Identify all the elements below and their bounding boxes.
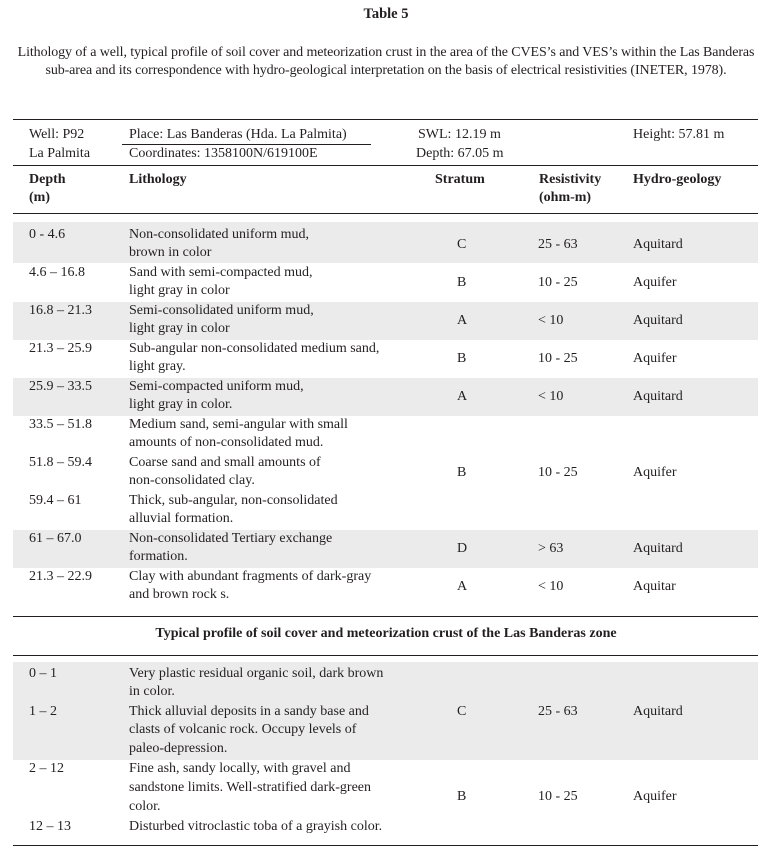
header-depth: Depth (29, 172, 66, 187)
well-place: Place: Las Banderas (Hda. La Palmita) (129, 127, 347, 142)
depth-cell: 0 - 4.6 (29, 227, 66, 242)
resistivity-cell: 10 - 25 (538, 789, 578, 804)
hydrogeology-cell: Aquitard (633, 389, 683, 404)
resistivity-cell: 10 - 25 (538, 351, 578, 366)
lithology-cell: brown in color (129, 245, 212, 260)
lithology-cell: Sand with semi-compacted mud, (129, 265, 313, 280)
stratum-cell: A (457, 313, 468, 328)
header-depth-unit: (m) (29, 190, 50, 205)
header-resistivity: Resistivity (539, 172, 602, 187)
depth-cell: 61 – 67.0 (29, 531, 82, 546)
section-rule (13, 616, 758, 617)
header-rule (13, 213, 758, 214)
lithology-cell: clasts of volcanic rock. Occupy levels of (129, 722, 357, 737)
lithology-cell: paleo-depression. (129, 741, 228, 756)
bottom-rule (13, 845, 758, 846)
depth-cell: 21.3 – 22.9 (29, 569, 92, 584)
depth-cell: 21.3 – 25.9 (29, 341, 92, 356)
lithology-cell: Disturbed vitroclastic toba of a grayish color. (129, 819, 383, 834)
lithology-cell: Medium sand, semi-angular with small (129, 417, 348, 432)
resistivity-cell: 10 - 25 (538, 275, 578, 290)
section-heading-rule (13, 655, 758, 656)
lithology-cell: sandstone limits. Well-stratified dark-green (129, 780, 371, 795)
well-coordinates: Coordinates: 1358100N/619100E (129, 146, 318, 161)
stratum-cell: D (457, 541, 468, 556)
resistivity-cell: < 10 (538, 389, 564, 404)
hydrogeology-cell: Aquitar (633, 579, 676, 594)
lithology-cell: Very plastic residual organic soil, dark brown (129, 666, 384, 681)
lithology-cell: light gray in color (129, 283, 230, 298)
depth-cell: 25.9 – 33.5 (29, 379, 92, 394)
header-resistivity-unit: (ohm-m) (539, 190, 592, 205)
resistivity-cell: 10 - 25 (538, 465, 578, 480)
lithology-cell: Thick alluvial deposits in a sandy base and (129, 704, 369, 719)
hydrogeology-cell: Aquifer (633, 275, 677, 290)
lithology-cell: Coarse sand and small amounts of (129, 455, 321, 470)
lithology-cell: Non-consolidated Tertiary exchange (129, 531, 333, 546)
hydrogeology-cell: Aquifer (633, 465, 677, 480)
well-depth: Depth: 67.05 m (416, 146, 504, 161)
stratum-cell: B (457, 275, 467, 290)
depth-cell: 59.4 – 61 (29, 493, 82, 508)
depth-cell: 51.8 – 59.4 (29, 455, 92, 470)
stratum-cell: B (457, 789, 467, 804)
header-lithology: Lithology (129, 172, 187, 187)
lithology-cell: light gray. (129, 359, 186, 374)
hydrogeology-cell: Aquifer (633, 351, 677, 366)
lithology-cell: formation. (129, 549, 188, 564)
resistivity-cell: > 63 (538, 541, 564, 556)
hydrogeology-cell: Aquitard (633, 704, 683, 719)
stratum-cell: C (457, 704, 467, 719)
lithology-cell: light gray in color (129, 321, 230, 336)
lithology-cell: alluvial formation. (129, 511, 234, 526)
resistivity-cell: < 10 (538, 579, 564, 594)
table-caption: Lithology of a well, typical profile of soil cover and meteorization crust in the area of the CVES’s and VES’s within the Las Banderas sub-area and its correspondence with hydro-geological interpretation on the basis of electrical resistivities (INETER, 1978). (17, 45, 755, 78)
lithology-cell: non-consolidated clay. (129, 473, 255, 488)
hydrogeology-cell: Aquifer (633, 789, 677, 804)
lithology-cell: and brown rock s. (129, 587, 230, 602)
stratum-cell: A (457, 389, 468, 404)
depth-cell: 0 – 1 (29, 666, 57, 681)
top-rule (13, 119, 758, 120)
stratum-cell: B (457, 351, 467, 366)
lithology-cell: Sub-angular non-consolidated medium sand, (129, 341, 380, 356)
resistivity-cell: 25 - 63 (538, 704, 578, 719)
header-hydrogeology: Hydro-geology (633, 172, 722, 187)
lithology-cell: Clay with abundant fragments of dark-gray (129, 569, 372, 584)
well-location-name: La Palmita (29, 146, 91, 161)
table-title: Table 5 (363, 6, 409, 22)
lithology-cell: light gray in color. (129, 397, 233, 412)
hydrogeology-cell: Aquitard (633, 541, 683, 556)
well-id: Well: P92 (29, 127, 85, 142)
section-heading: Typical profile of soil cover and meteorization crust of the Las Banderas zone (155, 626, 617, 641)
lithology-cell: Semi-compacted uniform mud, (129, 379, 304, 394)
resistivity-cell: < 10 (538, 313, 564, 328)
lithology-cell: Semi-consolidated uniform mud, (129, 303, 314, 318)
hydrogeology-cell: Aquitard (633, 237, 683, 252)
stratum-cell: C (457, 237, 467, 252)
depth-cell: 1 – 2 (29, 704, 57, 719)
info-rule (13, 165, 758, 166)
depth-cell: 2 – 12 (29, 761, 64, 776)
lithology-cell: Fine ash, sandy locally, with gravel and (129, 761, 351, 776)
stratum-cell: A (457, 579, 468, 594)
well-height: Height: 57.81 m (633, 127, 725, 142)
lithology-cell: Thick, sub-angular, non-consolidated (129, 493, 338, 508)
hydrogeology-cell: Aquitard (633, 313, 683, 328)
lithology-cell: color. (129, 799, 161, 814)
lithology-cell: amounts of non-consolidated mud. (129, 435, 324, 450)
depth-cell: 12 – 13 (29, 819, 71, 834)
depth-cell: 16.8 – 21.3 (29, 303, 92, 318)
well-swl: SWL: 12.19 m (418, 127, 501, 142)
depth-cell: 33.5 – 51.8 (29, 417, 92, 432)
stratum-cell: B (457, 465, 467, 480)
lithology-cell: in color. (129, 684, 175, 699)
lithology-cell: Non-consolidated uniform mud, (129, 227, 310, 242)
header-stratum: Stratum (435, 172, 485, 187)
depth-cell: 4.6 – 16.8 (29, 265, 85, 280)
resistivity-cell: 25 - 63 (538, 237, 578, 252)
